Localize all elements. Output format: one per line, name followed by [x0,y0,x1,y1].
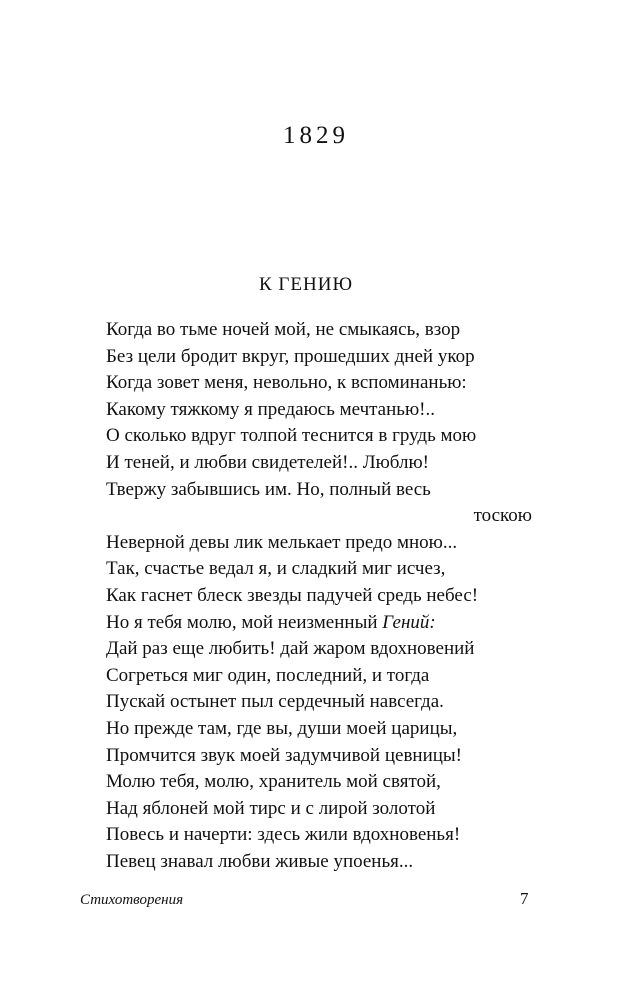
poem-line: Но прежде там, где вы, души моей царицы, [106,717,458,739]
poem-title: К ГЕНИЮ [259,274,353,295]
poem-line: И теней, и любви свидетелей!.. Люблю! [106,451,429,473]
poem-line: Как гаснет блеск звезды падучей средь небес! [106,584,479,606]
poem-line: Над яблоней мой тирс и с лирой золотой [106,797,436,819]
poem-line: Без цели бродит вкруг, прошедших дней укор [106,345,475,367]
poem-line: Повесь и начерти: здесь жили вдохновенья! [106,824,461,846]
poem-line-overflow: тоскою [473,505,532,527]
poem-line: Твержу забывшись им. Но, полный весь [106,478,431,500]
poem-line: Согреться миг один, последний, и тогда [106,664,430,686]
poem-line: О сколько вдруг толпой теснится в грудь мою [106,425,477,447]
poem-line: Дай раз еще любить! дай жаром вдохновений [106,638,475,660]
poem-line-text: Но я тебя молю, мой неизменный [106,611,378,633]
poem-line: Промчится звук моей задумчивой цевницы! [106,744,463,766]
poem-line-with-italic [106,610,532,637]
running-footer-book-title: Стихотворения [80,892,184,908]
poem-line: Так, счастье ведал я, и сладкий миг исчез, [106,558,446,580]
poem-body [106,317,532,875]
year-heading: 1829 [283,122,349,149]
poem-line: Молю тебя, молю, хранитель мой святой, [106,771,441,793]
poem-line-italic-word: Гений: [382,611,436,633]
poem-line: Какому тяжкому я предаюсь мечтанью!.. [106,398,435,420]
poem-line: Когда зовет меня, невольно, к вспоминанью: [106,372,467,394]
poem-line: Пускай остынет пыл сердечный навсегда. [106,691,444,713]
poem-line: Неверной девы лик мелькает предо мною... [106,531,458,553]
page-number: 7 [520,889,529,908]
poem-line: Певец знавал любви живые упоенья... [106,850,414,872]
poem-line: Когда во тьме ночей мой, не смыкаясь, взор [106,319,461,340]
